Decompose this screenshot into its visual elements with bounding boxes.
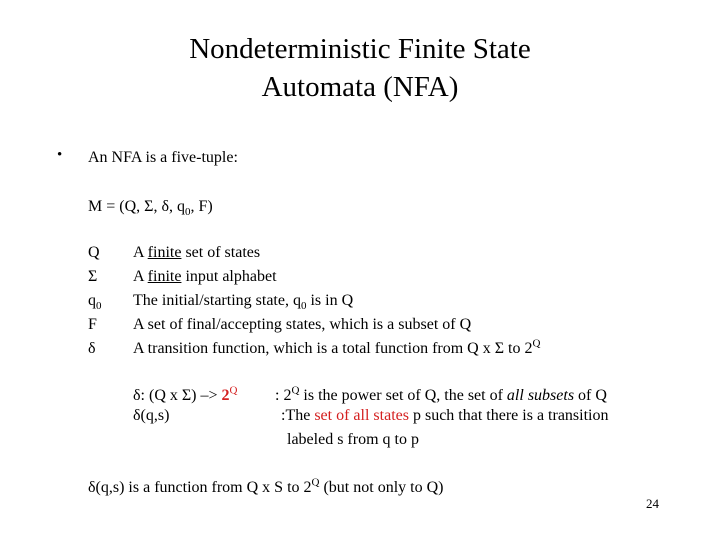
definition-sigma: A finite input alphabet — [133, 268, 277, 285]
definition-delta: A transition function, which is a total function from Q x Σ to $2^Q$ — [133, 337, 541, 357]
definition-q: A finite set of states — [133, 244, 261, 261]
definition-f: A set of final/accepting states, which is a subset of Q — [133, 316, 472, 333]
symbol-sigma: Σ — [88, 268, 98, 285]
definition-q0: The initial/starting state, $q_0$ is in Q — [133, 292, 354, 313]
intro-text: An NFA is a five-tuple: — [88, 149, 238, 166]
symbol-q: Q — [88, 244, 100, 261]
tuple-definition: M = (Q, Σ, δ, $q_0$, F) — [88, 198, 213, 219]
transition-application: δ(q,s) — [133, 407, 170, 424]
slide-title-line-2: Automata (NFA) — [261, 71, 459, 103]
state-set-note: :The set of all states p such that there is a transition — [281, 407, 609, 424]
symbol-delta: δ — [88, 340, 96, 357]
slide-title-line-1: Nondeterministic Finite State — [189, 33, 531, 65]
transition-signature: δ: (Q x $\Sigma) -> 2^Q$ — [133, 384, 238, 404]
bullet-icon: • — [57, 147, 63, 163]
symbol-q0: $q_0$ — [88, 292, 102, 313]
state-set-note-continued: labeled s from q to p — [287, 431, 419, 448]
power-set-note: : $2^Q$ is the power set of Q, the set of all subsets of Q — [275, 384, 607, 404]
conclusion-text: δ(q,s) is a function from Q x S to $2^Q$ (but not only to Q) — [88, 476, 444, 496]
symbol-f: F — [88, 316, 97, 333]
page-number: 24 — [646, 496, 659, 511]
